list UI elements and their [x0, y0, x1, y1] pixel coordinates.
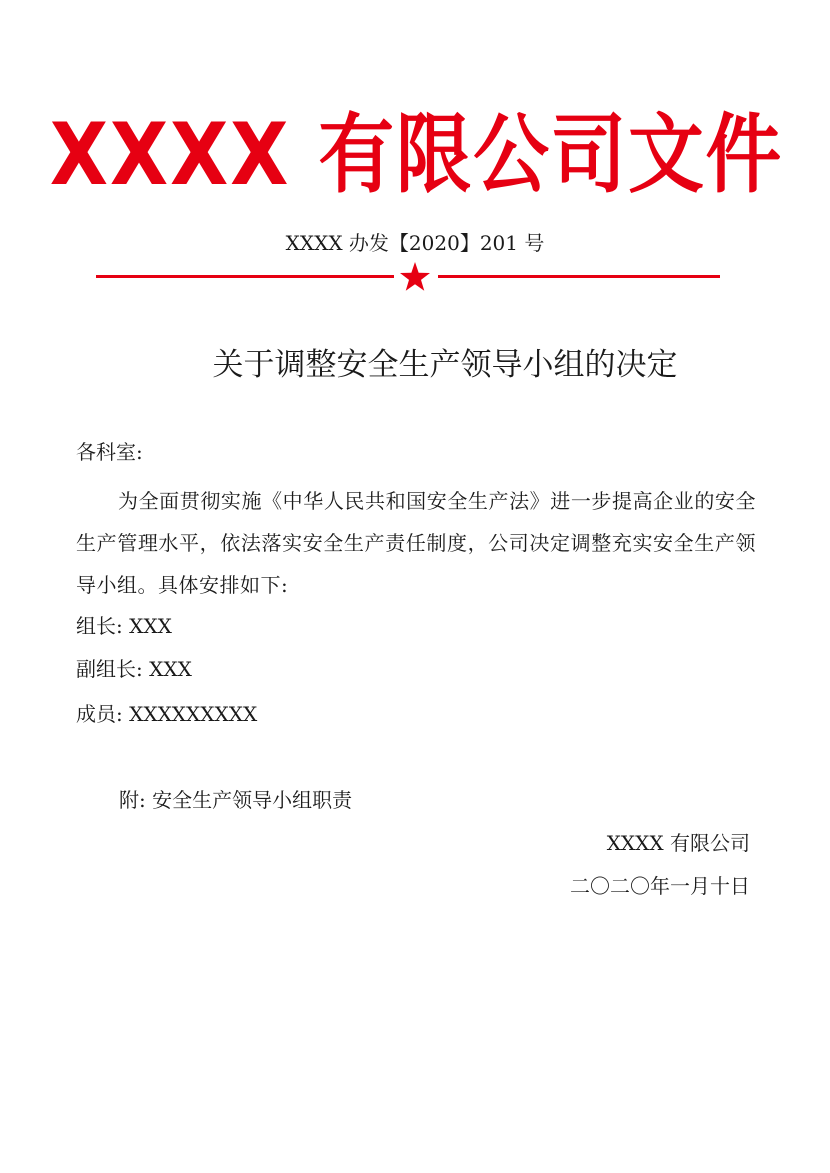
document-header-title: XXXX 有限公司文件	[49, 105, 783, 205]
member-staff: 成员: XXXXXXXXX	[76, 702, 258, 726]
member-leader: 组长: XXX	[76, 614, 172, 638]
document-number: XXXX 办发【2020】201 号	[285, 231, 545, 255]
body-paragraph: 为全面贯彻实施《中华人民共和国安全生产法》进一步提高企业的安全生产管理水平，依法落实安全生产责任制度，公司决定调整充实安全生产领导小组。具体安排如下:	[76, 489, 756, 597]
salutation: 各科室:	[76, 440, 143, 464]
header-divider-left	[96, 275, 394, 278]
attachment-note: 附: 安全生产领导小组职责	[119, 788, 353, 812]
star-icon	[398, 262, 432, 292]
star-shape	[400, 262, 430, 291]
document-title: 关于调整安全生产领导小组的决定	[212, 347, 678, 383]
signature-company: XXXX 有限公司	[606, 831, 750, 855]
member-deputy: 副组长: XXX	[76, 657, 192, 681]
header-divider-right	[438, 275, 720, 278]
signature-date: 二〇二〇年一月十日	[570, 874, 750, 898]
